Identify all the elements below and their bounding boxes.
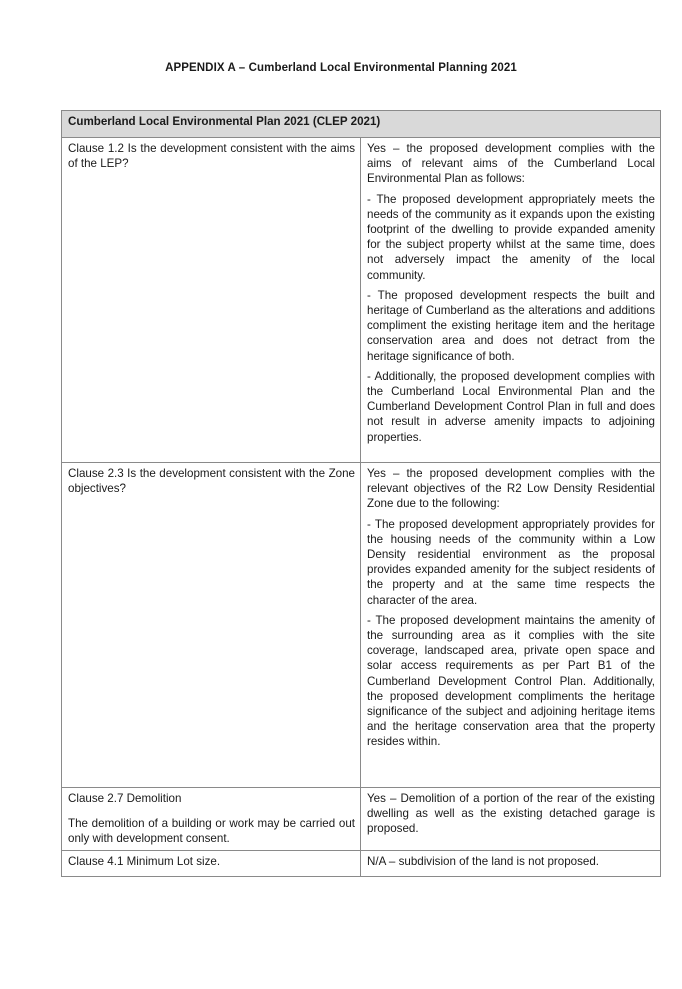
response-paragraph: N/A – subdivision of the land is not proposed. bbox=[367, 854, 600, 868]
response-cell bbox=[361, 788, 661, 851]
response-cell bbox=[361, 850, 661, 876]
clause-cell bbox=[62, 138, 361, 463]
clause-text: Clause 2.3 Is the development consistent with the Zone objectives? bbox=[68, 467, 355, 496]
table-row bbox=[62, 788, 661, 851]
table-header-row bbox=[62, 111, 661, 138]
response-paragraph: - The proposed development appropriately meets the needs of the community as it expands upon the existing footprint of the dwelling to provide expanded amenity for the subject property whilst at the same time, does not adversely impact the amenity of the local community. bbox=[367, 192, 655, 282]
response-paragraph: Yes – the proposed development complies with the relevant objectives of the R2 Low Density Residential Zone due to the following: bbox=[367, 467, 655, 511]
clause-description: The demolition of a building or work may be carried out only with development consent. bbox=[68, 817, 355, 846]
response-cell bbox=[361, 138, 661, 463]
clause-cell bbox=[62, 788, 361, 851]
response-paragraph: Yes – the proposed development complies with the aims of relevant aims of the Cumberland Local Environmental Plan as follows: bbox=[367, 142, 655, 186]
clause-text: Clause 2.7 Demolition bbox=[68, 792, 182, 805]
clause-cell bbox=[62, 463, 361, 788]
table-row bbox=[62, 850, 661, 876]
table-header: Cumberland Local Environmental Plan 2021 (CLEP 2021) bbox=[62, 111, 661, 138]
response-cell bbox=[361, 463, 661, 788]
response-paragraph: - The proposed development maintains the amenity of the surrounding area as it complies with the site coverage, landscaped area, private open space and solar access requirements as per Part B1 of the Cumberland Development Control Plan. Additionally, the proposed development compliments the heritage significance of the subject and adjoining heritage items and the heritage conservation area that the property resides within. bbox=[367, 613, 655, 749]
response-paragraph: Yes – Demolition of a portion of the rear of the existing dwelling as well as the existing detached garage is proposed. bbox=[367, 792, 655, 836]
table-row bbox=[62, 463, 661, 788]
clause-text: Clause 1.2 Is the development consistent with the aims of the LEP? bbox=[68, 142, 355, 171]
clep-compliance-table bbox=[61, 110, 661, 877]
response-paragraph: - The proposed development appropriately provides for the housing needs of the community within a Low Density residential environment as the proposal provides expanded amenity for the subject residents of the property and at the same time respects the character of the area. bbox=[367, 517, 655, 607]
response-paragraph: - Additionally, the proposed development complies with the Cumberland Local Environmental Plan and the Cumberland Development Control Plan in full and does not result in adverse amenity impacts to adjoining properties. bbox=[367, 369, 655, 444]
clause-cell bbox=[62, 850, 361, 876]
response-paragraph: - The proposed development respects the built and heritage of Cumberland as the alterations and additions compliment the existing heritage item and the heritage conservation area and does not detract from the heritage significance of both. bbox=[367, 288, 655, 363]
page-title: APPENDIX A – Cumberland Local Environmental Planning 2021 bbox=[165, 62, 517, 74]
clause-text: Clause 4.1 Minimum Lot size. bbox=[68, 854, 221, 868]
table-row bbox=[62, 138, 661, 463]
